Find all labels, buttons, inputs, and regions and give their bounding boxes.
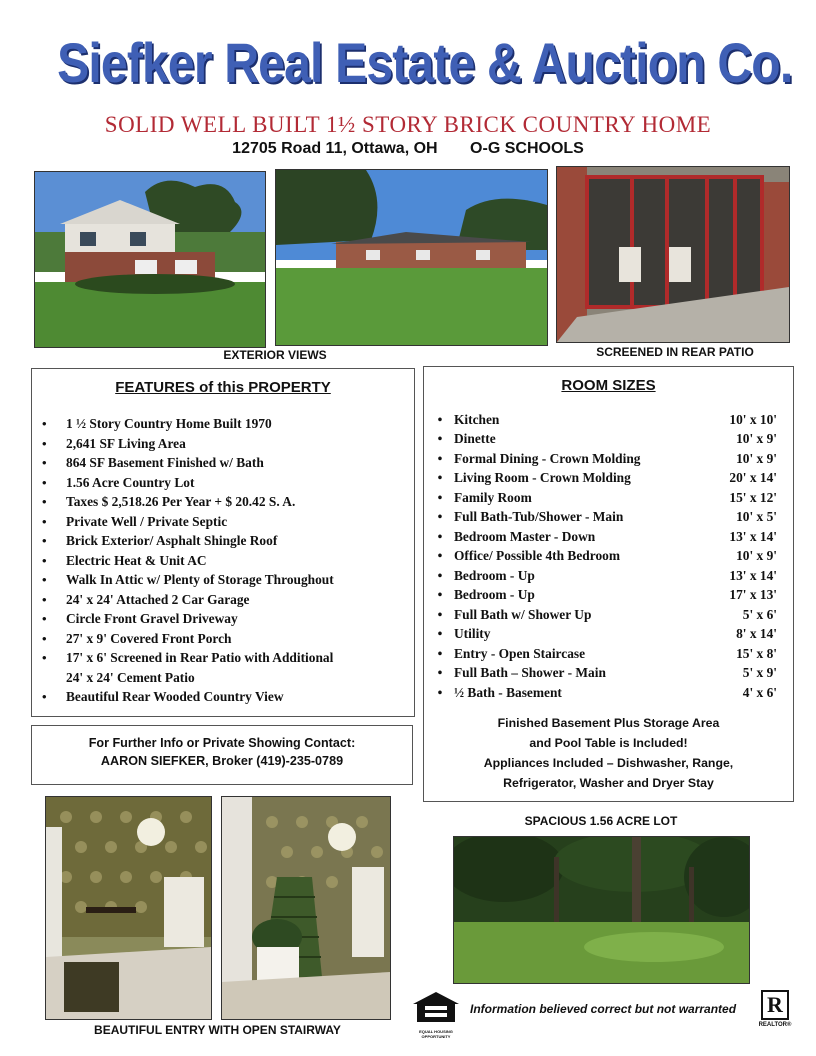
equal-housing-icon <box>411 990 461 1024</box>
room-size: 20' x 14' <box>729 470 777 486</box>
wooded-lot-image <box>454 837 749 983</box>
list-item <box>32 648 414 687</box>
entry-photo-1 <box>45 796 212 1020</box>
room-size: 10' x 9' <box>736 548 777 564</box>
entry-photo-2 <box>221 796 391 1020</box>
room-size: 15' x 12' <box>729 489 777 505</box>
disclaimer: Information believed correct but not warranted <box>470 1002 737 1016</box>
equal-housing-logo <box>411 990 461 1039</box>
contact-line-1: For Further Info or Private Showing Contact: <box>88 736 356 750</box>
room-name: Office/ Possible 4th Bedroom <box>454 548 621 564</box>
room-size: 15' x 8' <box>736 645 777 661</box>
table-row: • Bedroom Master - Down 13' x 14' <box>426 527 781 547</box>
room-name: Kitchen <box>454 411 500 427</box>
contact-line-2: AARON SIEFKER, Broker (419)-235-0789 <box>100 754 344 768</box>
exterior-photo-2 <box>275 169 548 346</box>
house-side-image <box>35 172 265 347</box>
room-name: Entry - Open Staircase <box>454 645 586 661</box>
list-item-text: 17' x 6' Screened in Rear Patio with Additional <box>66 650 334 665</box>
note-line: Refrigerator, Washer and Dryer Stay <box>503 775 714 790</box>
table-row: • Bedroom - Up 17' x 13' <box>426 586 781 606</box>
property-headline: SOLID WELL BUILT 1½ STORY BRICK COUNTRY HOME <box>104 112 712 137</box>
realtor-label: REALTOR® <box>758 1022 792 1028</box>
list-item: • 27' x 9' Covered Front Porch <box>32 629 414 649</box>
note-line: and Pool Table is Included! <box>529 735 688 750</box>
exterior-photo-1 <box>34 171 266 348</box>
note-line: Appliances Included – Dishwasher, Range, <box>483 755 734 770</box>
room-name: Formal Dining - Crown Molding <box>454 450 641 466</box>
stairway-image <box>222 797 390 1019</box>
list-item: • Electric Heat & Unit AC <box>32 551 414 571</box>
room-size: 10' x 5' <box>736 509 777 525</box>
table-row: • ½ Bath - Basement 4' x 6' <box>426 683 781 703</box>
room-name: Living Room - Crown Molding <box>454 470 631 486</box>
property-address: 12705 Road 11, Ottawa, OH <box>232 140 438 157</box>
table-row: • Entry - Open Staircase 15' x 8' <box>426 644 781 664</box>
house-front-image <box>276 170 547 345</box>
room-sizes-title: ROOM SIZES <box>561 377 656 394</box>
room-name: Bedroom Master - Down <box>454 528 596 544</box>
table-row: • Full Bath w/ Shower Up 5' x 6' <box>426 605 781 625</box>
list-item: • Taxes $ 2,518.26 Per Year + $ 20.42 S. A. <box>32 492 414 512</box>
school-district: O-G SCHOOLS <box>470 140 584 157</box>
exterior-caption: EXTERIOR VIEWS <box>223 348 327 362</box>
room-sizes-table <box>426 410 781 703</box>
company-name: Siefker Real Estate & Auction Co. <box>57 31 793 94</box>
list-item: • Beautiful Rear Wooded Country View <box>32 687 414 707</box>
features-box <box>31 368 415 717</box>
list-item-continuation: 24' x 24' Cement Patio <box>66 669 195 685</box>
room-size: 10' x 9' <box>736 431 777 447</box>
realtor-logo <box>755 990 795 1035</box>
room-name: Full Bath-Tub/Shower - Main <box>454 509 624 525</box>
list-item: • 24' x 24' Attached 2 Car Garage <box>32 590 414 610</box>
room-sizes-box <box>423 366 794 802</box>
list-item: • 1.56 Acre Country Lot <box>32 473 414 493</box>
address-line <box>0 140 816 158</box>
list-item: • 2,641 SF Living Area <box>32 434 414 454</box>
table-row: • Dinette 10' x 9' <box>426 430 781 450</box>
room-name: Utility <box>454 626 491 642</box>
screened-patio-image <box>557 167 789 342</box>
room-size: 13' x 14' <box>729 567 777 583</box>
realtor-icon: R <box>761 990 789 1020</box>
table-row: • Family Room 15' x 12' <box>426 488 781 508</box>
room-name: Full Bath w/ Shower Up <box>454 606 592 622</box>
entry-caption: BEAUTIFUL ENTRY WITH OPEN STAIRWAY <box>94 1023 341 1037</box>
rooms-note <box>424 713 793 793</box>
features-list <box>32 414 414 707</box>
room-name: Dinette <box>454 431 496 447</box>
list-item: • Circle Front Gravel Driveway <box>32 609 414 629</box>
features-title: FEATURES of this PROPERTY <box>115 379 331 396</box>
patio-photo <box>556 166 790 343</box>
table-row: • Kitchen 10' x 10' <box>426 410 781 430</box>
table-row: • Formal Dining - Crown Molding 10' x 9' <box>426 449 781 469</box>
list-item: • Walk In Attic w/ Plenty of Storage Throughout <box>32 570 414 590</box>
room-name: Bedroom - Up <box>454 587 535 603</box>
contact-box <box>31 725 413 785</box>
list-item: • Brick Exterior/ Asphalt Shingle Roof <box>32 531 414 551</box>
lot-photo <box>453 836 750 984</box>
table-row: • Full Bath-Tub/Shower - Main 10' x 5' <box>426 508 781 528</box>
foyer-image <box>46 797 211 1019</box>
room-size: 5' x 9' <box>742 665 777 681</box>
lot-caption: SPACIOUS 1.56 ACRE LOT <box>524 814 678 828</box>
list-item: • Private Well / Private Septic <box>32 512 414 532</box>
room-name: Full Bath – Shower - Main <box>454 665 606 681</box>
table-row: • Full Bath – Shower - Main 5' x 9' <box>426 664 781 684</box>
table-row: • Living Room - Crown Molding 20' x 14' <box>426 469 781 489</box>
patio-caption: SCREENED IN REAR PATIO <box>596 345 754 359</box>
list-item: • 864 SF Basement Finished w/ Bath <box>32 453 414 473</box>
room-name: Family Room <box>454 489 532 505</box>
room-size: 4' x 6' <box>742 684 777 700</box>
room-size: 8' x 14' <box>736 626 777 642</box>
note-line: Finished Basement Plus Storage Area <box>497 715 720 730</box>
room-size: 13' x 14' <box>729 528 777 544</box>
table-row: • Office/ Possible 4th Bedroom 10' x 9' <box>426 547 781 567</box>
equal-housing-label: EQUAL HOUSING OPPORTUNITY <box>419 1029 453 1039</box>
room-name: Bedroom - Up <box>454 567 535 583</box>
table-row: • Utility 8' x 14' <box>426 625 781 645</box>
room-name: ½ Bath - Basement <box>454 684 562 700</box>
list-item: • 1 ½ Story Country Home Built 1970 <box>32 414 414 434</box>
room-size: 10' x 9' <box>736 450 777 466</box>
room-size: 10' x 10' <box>729 411 777 427</box>
table-row: • Bedroom - Up 13' x 14' <box>426 566 781 586</box>
room-size: 17' x 13' <box>729 587 777 603</box>
room-size: 5' x 6' <box>742 606 777 622</box>
